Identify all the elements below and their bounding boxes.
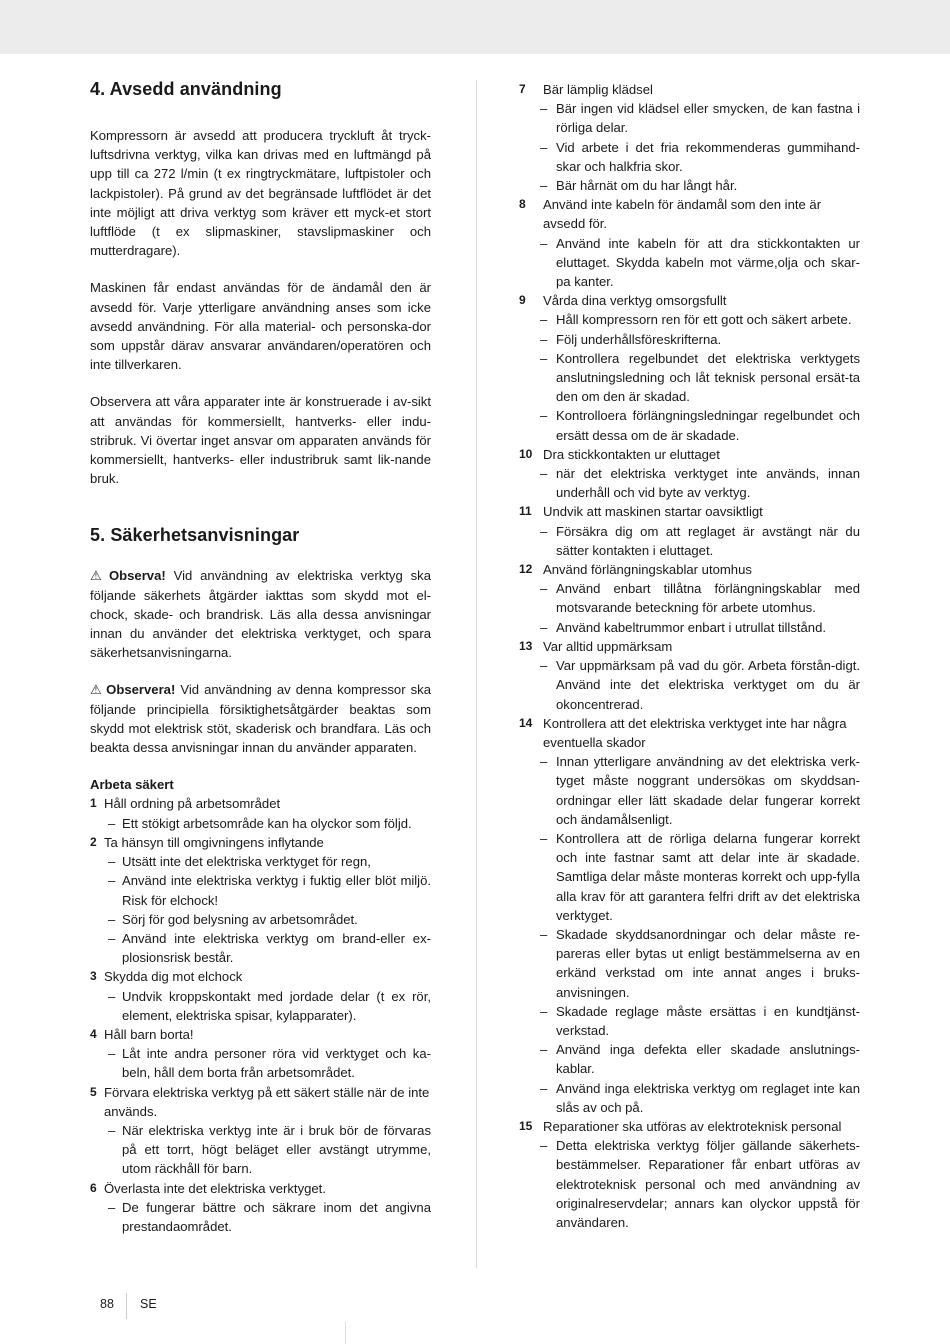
- item-text: Förvara elektriska verktyg på ett säkert ställe när de inte används.: [104, 1084, 430, 1119]
- subheading-arbeta-sakert: Arbeta säkert: [90, 777, 174, 793]
- warning-paragraph-2: [90, 680, 431, 757]
- dash-bullet-icon: –: [540, 1080, 548, 1096]
- bullet-item: [519, 99, 860, 137]
- bullet-item: [519, 579, 860, 617]
- bullet-item: [519, 925, 860, 1002]
- bullet-item: [519, 829, 860, 925]
- item-number: 11: [519, 504, 532, 519]
- item-number: 10: [519, 446, 533, 461]
- item-number: 5: [90, 1084, 97, 1099]
- bullet-item: [90, 929, 431, 967]
- item-number: 13: [519, 638, 533, 653]
- item-number: 3: [90, 969, 97, 984]
- dash-bullet-icon: –: [108, 1046, 116, 1062]
- item-text: Dra stickkontakten ur eluttaget: [543, 446, 720, 462]
- bullet-text: Undvik kroppskontakt med jordade delar (t ex rör, element, elektriska spisar, kylapparater).: [122, 988, 431, 1023]
- bullet-item: [519, 522, 860, 560]
- dash-bullet-icon: –: [108, 930, 116, 946]
- numbered-item: [519, 195, 860, 233]
- dash-bullet-icon: –: [540, 581, 548, 597]
- dash-bullet-icon: –: [540, 101, 548, 117]
- column-divider: [476, 80, 477, 1268]
- dash-bullet-icon: –: [540, 350, 548, 366]
- warning-label-2: Observera!: [106, 682, 176, 698]
- bullet-item: [519, 1002, 860, 1040]
- dash-bullet-icon: –: [540, 830, 548, 846]
- warning-paragraph-1: [90, 566, 431, 662]
- bullet-text: Utsätt inte det elektriska verktyget för regn,: [122, 854, 371, 870]
- bullet-text: när det elektriska verktyget inte används, innan underhåll och vid byte av verktyg.: [556, 466, 860, 501]
- right-column: [519, 80, 860, 1232]
- bullet-text: Skadade reglage måste ersättas i en kundtjänst-verkstad.: [556, 1003, 860, 1038]
- dash-bullet-icon: –: [540, 408, 548, 424]
- bullet-item: [519, 138, 860, 176]
- warning-label-1: Observa!: [108, 568, 166, 584]
- left-column: [90, 78, 431, 1236]
- bullet-text: När elektriska verktyg inte är i bruk bör de förvaras på ett torrt, högt beläget eller avstängt utrymme, utom räckhåll för barn.: [122, 1122, 431, 1177]
- safety-list-right: [519, 80, 860, 1232]
- dash-bullet-icon: –: [108, 873, 116, 889]
- item-number: 4: [90, 1026, 97, 1041]
- item-number: 6: [90, 1180, 97, 1195]
- numbered-item: [519, 445, 860, 464]
- numbered-item: [519, 291, 860, 310]
- dash-bullet-icon: –: [540, 658, 548, 674]
- dash-bullet-icon: –: [108, 854, 116, 870]
- dash-bullet-icon: –: [540, 1003, 548, 1019]
- dash-bullet-icon: –: [540, 235, 548, 251]
- item-text: Vårda dina verktyg omsorgsfullt: [543, 293, 727, 309]
- dash-bullet-icon: –: [540, 619, 548, 635]
- item-number: 2: [90, 834, 97, 849]
- bullet-item: [90, 987, 431, 1025]
- dash-bullet-icon: –: [540, 523, 548, 539]
- bullet-text: Använd kabeltrummor enbart i utrullat tillstånd.: [556, 619, 827, 635]
- bullet-item: [90, 1121, 431, 1179]
- numbered-item: [90, 1179, 431, 1198]
- language-code: SE: [140, 1297, 157, 1311]
- top-bar: [0, 0, 950, 54]
- dash-bullet-icon: –: [540, 926, 548, 942]
- dash-bullet-icon: –: [540, 312, 548, 328]
- numbered-item: [519, 502, 860, 521]
- bullet-item: [519, 310, 860, 329]
- bullet-text: Kontrollera att de rörliga delarna fungerar korrekt och inte fastnar samt att delar inte är skadade. Samtliga delar måste monteras korrekt och upp-fylla alla krav för att garantera felfri drift av det elektriska verktyget.: [556, 830, 860, 923]
- warning-text-2: Vid användning av denna kompressor ska följande principiella försiktighetsåtgärder beaktas som skydd mot elektrisk stöt, skaderisk och brandfara. Läs och beakta dessa anvisningar innan du använder apparaten.: [90, 682, 431, 756]
- bullet-text: Ett stökigt arbetsområde kan ha olyckor som följd.: [122, 815, 412, 831]
- bullet-item: [519, 330, 860, 349]
- item-number: 1: [90, 796, 97, 811]
- item-text: Överlasta inte det elektriska verktyget.: [104, 1180, 326, 1196]
- bullet-text: Bär ingen vid klädsel eller smycken, de kan fastna i rörliga delar.: [556, 101, 860, 136]
- item-text: Använd inte kabeln för ändamål som den inte är avsedd för.: [543, 197, 822, 232]
- section-4-paragraph-3: Observera att våra apparater inte är konstruerade i av-sikt att användas för kommersiellt, hantverks- eller indu-stribruk. Vi övertar inget ansvar om apparaten används för kommersiellt, hantverks- eller industribruk samt lik-nande bruk.: [90, 394, 431, 487]
- item-text: Kontrollera att det elektriska verktyget inte har några eventuella skador: [543, 715, 847, 750]
- bullet-text: Vid arbete i det fria rekommenderas gummihand-skar och halkfria skor.: [556, 139, 860, 174]
- dash-bullet-icon: –: [540, 754, 548, 770]
- dash-bullet-icon: –: [108, 988, 116, 1004]
- bullet-text: Innan ytterligare användning av det elektriska verk-tyget måste noggrant undersökas om skyddsan-ordningar eller lätt skadade delar fungerar korrekt och ändamålsenligt.: [556, 754, 860, 827]
- dash-bullet-icon: –: [108, 815, 116, 831]
- dash-bullet-icon: –: [108, 1122, 116, 1138]
- item-number: 9: [519, 293, 526, 308]
- numbered-item: [90, 1025, 431, 1044]
- dash-bullet-icon: –: [540, 466, 548, 482]
- warning-icon: ⚠: [90, 568, 106, 584]
- numbered-item: [90, 794, 431, 813]
- bullet-item: [519, 752, 860, 829]
- bullet-item: [519, 176, 860, 195]
- item-text: Ta hänsyn till omgivningens inflytande: [104, 834, 324, 850]
- bullet-item: [90, 1198, 431, 1236]
- bullet-text: Låt inte andra personer röra vid verktyget och ka-beln, håll dem borta från arbetsområdet.: [122, 1046, 431, 1081]
- item-text: Håll barn borta!: [104, 1026, 194, 1042]
- bullet-item: [90, 871, 431, 909]
- bullet-item: [519, 656, 860, 714]
- bullet-item: [519, 1040, 860, 1078]
- section-4-paragraph-1: Kompressorn är avsedd att producera tryckluft åt tryck-luftsdrivna verktyg, vilka kan drivas med en luftmängd på upp till ca 272 l/min (t ex ringtryckmätare, luftpistoler och lackpistoler). På grund av det begränsade luftflödet är det inte möjligt att driva verktyg som kräver ett myck-et stort luftflöde (t ex slipmaskiner, stavslipmaskiner och mutterdragare).: [90, 128, 431, 259]
- bullet-item: [90, 1044, 431, 1082]
- bullet-text: Använd inte kabeln för att dra stickkontakten ur eluttaget. Skydda kabeln mot värme,olja och skar-pa kanter.: [556, 235, 860, 290]
- dash-bullet-icon: –: [540, 139, 548, 155]
- bullet-text: Använd inga defekta eller skadade anslutnings-kablar.: [556, 1042, 860, 1077]
- dash-bullet-icon: –: [108, 1199, 116, 1215]
- numbered-item: [519, 714, 860, 752]
- bullet-item: [519, 349, 860, 407]
- dash-bullet-icon: –: [540, 178, 548, 194]
- bullet-text: Kontrollera regelbundet det elektriska verktygets anslutningsledning och låt teknisk personal ersät-ta den om den är skadad.: [556, 350, 860, 405]
- item-text: Reparationer ska utföras av elektroteknisk personal: [543, 1118, 842, 1134]
- numbered-item: [90, 833, 431, 852]
- section-5-title: 5. Säkerhetsanvisningar: [90, 525, 300, 546]
- bullet-text: Håll kompressorn ren för ett gott och säkert arbete.: [556, 312, 852, 328]
- numbered-item: [519, 80, 860, 99]
- bullet-text: Använd enbart tillåtna förlängningskablar med motsvarande beteckning för arbete utomhus.: [556, 581, 860, 616]
- dash-bullet-icon: –: [108, 911, 116, 927]
- item-text: Håll ordning på arbetsområdet: [104, 796, 281, 812]
- bullet-text: De fungerar bättre och säkrare inom det angivna prestandaområdet.: [122, 1199, 431, 1234]
- bullet-item: [519, 406, 860, 444]
- warning-icon: ⚠: [90, 682, 104, 698]
- item-text: Var alltid uppmärksam: [543, 638, 673, 654]
- footer-separator: [126, 1293, 127, 1319]
- bullet-item: [90, 910, 431, 929]
- section-4-paragraph-2: Maskinen får endast användas för de ändamål den är avsedd för. Varje ytterligare användning anses som icke avsedd användning. För alla material- och personska-dor som uppstår därav ansvarar användaren/operatören och inte tillverkaren.: [90, 280, 431, 373]
- numbered-item: [90, 967, 431, 986]
- bullet-item: [519, 618, 860, 637]
- bullet-text: Använd inte elektriska verktyg i fuktig eller blöt miljö. Risk för elchock!: [122, 873, 431, 908]
- item-number: 8: [519, 197, 526, 212]
- page-number: 88: [100, 1297, 114, 1311]
- warning-text-1: Vid användning av elektriska verktyg ska följande säkerhets åtgärder iakttas som skydd mot el-chock, skade- och brandrisk. Läs alla dessa anvisningar innan du använder det elektriska verktyget, och spara säkerhetsanvisningarna.: [90, 568, 431, 661]
- item-number: 14: [519, 715, 533, 730]
- bullet-text: Försäkra dig om att reglaget är avstängt när du sätter kontakten i eluttaget.: [556, 523, 860, 558]
- dash-bullet-icon: –: [540, 1138, 548, 1154]
- bullet-text: Använd inga elektriska verktyg om reglaget inte kan slås av och på.: [556, 1080, 860, 1115]
- bullet-text: Bär hårnät om du har långt hår.: [556, 178, 738, 194]
- bullet-text: Skadade skyddsanordningar och delar måste re-pareras eller bytas ut enligt bestämmelserna av en erkänd verkstad om inte annat anges i bruks-anvisningen.: [556, 926, 860, 1000]
- bullet-text: Använd inte elektriska verktyg om brand-eller ex-plosionsrisk består.: [122, 930, 431, 966]
- bullet-text: Sörj för god belysning av arbetsområdet.: [122, 911, 358, 927]
- section-4-title: 4. Avsedd användning: [90, 79, 282, 99]
- item-text: Använd förlängningskablar utomhus: [543, 562, 752, 578]
- safety-list-left: [90, 794, 431, 1236]
- bullet-item: [519, 464, 860, 502]
- bullet-text: Detta elektriska verktyg följer gällande säkerhets-bestämmelser. Reparationer får enbart utföras av elektroteknisk personal och med användning av originalreservdelar; annars kan olyckor uppstå för användaren.: [556, 1138, 860, 1230]
- bullet-item: [519, 234, 860, 292]
- numbered-item: [519, 637, 860, 656]
- item-text: Undvik att maskinen startar oavsiktligt: [543, 504, 763, 520]
- item-number: 15: [519, 1118, 533, 1133]
- bottom-marker: [345, 1322, 346, 1344]
- bullet-item: [90, 852, 431, 871]
- item-text: Skydda dig mot elchock: [104, 969, 243, 985]
- numbered-item: [519, 560, 860, 579]
- bullet-item: [519, 1136, 860, 1232]
- numbered-item: [90, 1083, 431, 1121]
- numbered-item: [519, 1117, 860, 1136]
- bullet-item: [519, 1079, 860, 1117]
- page-footer: [100, 1297, 157, 1311]
- dash-bullet-icon: –: [540, 331, 548, 347]
- item-number: 12: [519, 562, 533, 577]
- bullet-item: [90, 814, 431, 833]
- item-number: 7: [519, 82, 526, 96]
- item-text: Bär lämplig klädsel: [543, 82, 653, 97]
- bullet-text: Kontrolloera förlängningsledningar regelbundet och ersätt dessa om de är skadade.: [556, 408, 860, 443]
- dash-bullet-icon: –: [540, 1042, 548, 1058]
- bullet-text: Var uppmärksam på vad du gör. Arbeta förstån-digt. Använd inte det elektriska verktyget om du är okoncentrerad.: [556, 658, 860, 712]
- bullet-text: Följ underhållsföreskrifterna.: [556, 331, 722, 347]
